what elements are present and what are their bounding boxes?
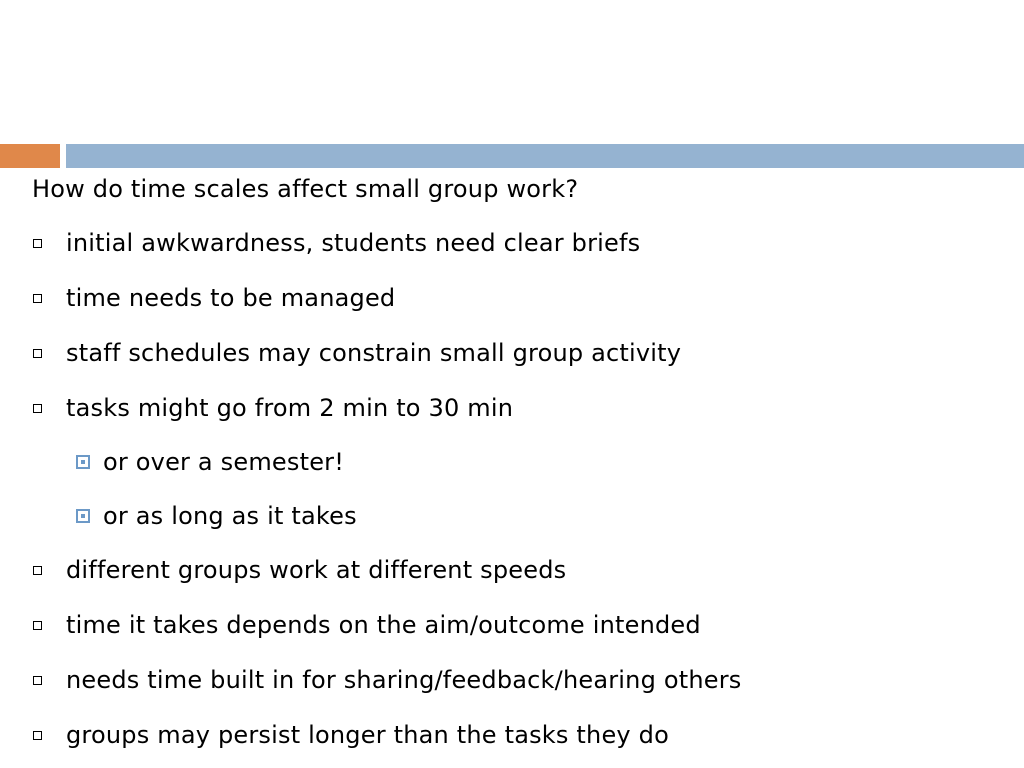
hollow-square-icon <box>33 404 42 413</box>
slide-heading: How do time scales affect small group work? <box>32 175 579 203</box>
hollow-square-icon <box>33 349 42 358</box>
accent-bar-blue <box>66 144 1024 168</box>
sub-bullet-item: or as long as it takes <box>103 502 357 530</box>
bullet-item: needs time built in for sharing/feedback/hearing others <box>66 666 742 694</box>
bullet-item: groups may persist longer than the tasks they do <box>66 721 669 749</box>
bullet-item: different groups work at different speeds <box>66 556 567 584</box>
hollow-square-icon <box>33 566 42 575</box>
sub-bullet-item: or over a semester! <box>103 448 345 476</box>
hollow-square-icon <box>33 731 42 740</box>
hollow-square-icon <box>33 294 42 303</box>
bullet-item: initial awkwardness, students need clear briefs <box>66 229 641 257</box>
hollow-square-icon <box>33 621 42 630</box>
accent-bar-orange <box>0 144 60 168</box>
bullet-item: time needs to be managed <box>66 284 396 312</box>
filled-square-icon <box>76 455 90 469</box>
hollow-square-icon <box>33 239 42 248</box>
filled-square-icon <box>76 509 90 523</box>
hollow-square-icon <box>33 676 42 685</box>
bullet-item: tasks might go from 2 min to 30 min <box>66 394 514 422</box>
bullet-item: time it takes depends on the aim/outcome intended <box>66 611 701 639</box>
bullet-item: staff schedules may constrain small group activity <box>66 339 682 367</box>
